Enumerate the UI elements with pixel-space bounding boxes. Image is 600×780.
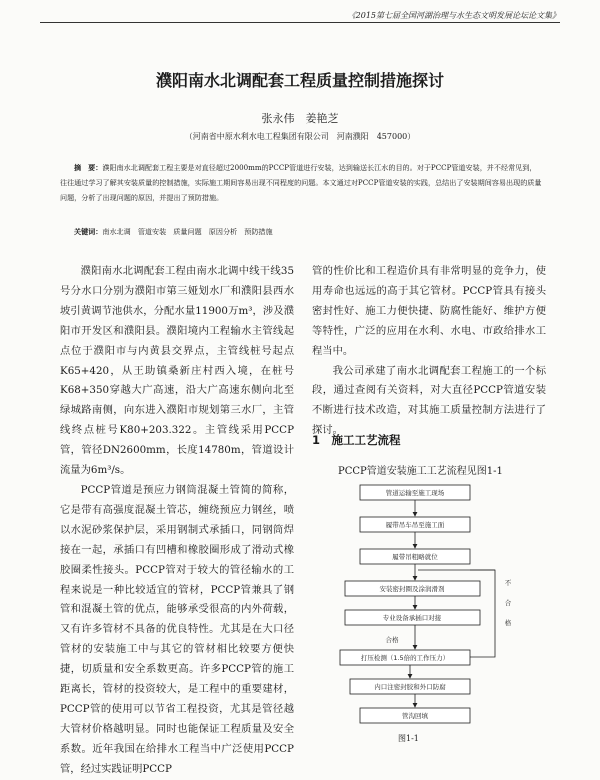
figure-caption: 图1-1 [398, 734, 419, 743]
keywords-label: 关键词： [74, 227, 103, 236]
paper-title: 濮阳南水北调配套工程质量控制措施探讨 [155, 71, 444, 90]
figure-intro: PCCP管道安装施工工艺流程见图1-1 [338, 466, 503, 477]
keywords [74, 227, 542, 237]
fail-label: 不 [504, 579, 512, 587]
flow-step-6 [340, 650, 470, 665]
flow-step-5 [345, 610, 480, 625]
flow-step-4 [345, 581, 480, 596]
svg-text:专业设备承插口对接: 专业设备承插口对接 [382, 614, 442, 622]
svg-text:打压检测（1.5倍的工作压力）: 打压检测（1.5倍的工作压力） [360, 654, 450, 662]
flow-step-3 [360, 549, 470, 564]
body-paragraph: 我公司承建了南水北调配套工程施工的一个标段，通过查阅有关资料，对大直径PCCP管道安装不断进行技术改造，对其施工质量控制方法进行了探讨。 [312, 364, 546, 437]
svg-text:合: 合 [504, 599, 512, 607]
keywords-text: 南水北调 管道安装 质量问题 原因分析 预防措施 [102, 227, 273, 236]
right-column [312, 262, 546, 441]
body-paragraph: 管的性价比和工程造价具有非常明显的竞争力，使用寿命也远远的高于其它管材。PCCP管具有接头密封性好、施工力便快捷、防腐性能好、维护方便等特性，广泛的应用在水利、水电、市政给排水工程当中。 [312, 265, 546, 357]
abstract [60, 160, 542, 205]
body-paragraph: 濮阳南水北调配套工程由南水北调中线干线35号分水口分别为濮阳市第三娅划水厂和濮阳县西水坡引黄调节池供水，分配水量11900万m³，涉及濮阳市开发区和濮阳县。濮阳境内工程输水主管线起点位于濮阳市与内黄县交界点，主管线桩号起点K65+420，从王助镇桑新庄村西入境，在桩号K68+350穿越大广高速，沿大广高速东侧向北至绿城路南侧，向东进入濮阳市规划第三水厂，主管线终点桩号K80+203.322。主管线采用PCCP管，管径DN2600mm，长度14780m，管道设计流量为6m³/s。 [60, 265, 294, 477]
svg-text:管道运输至施工现场: 管道运输至施工现场 [385, 489, 445, 497]
flow-step-7 [350, 679, 470, 694]
header-rule [40, 22, 560, 23]
svg-text:履带吊粗略就位: 履带吊粗略就位 [392, 553, 438, 561]
flow-step-2 [360, 517, 470, 532]
svg-text:安装密封圈及涂润滑剂: 安装密封圈及涂润滑剂 [379, 585, 445, 593]
svg-text:管沟回填: 管沟回填 [402, 712, 428, 720]
left-column [60, 262, 294, 780]
authors: 张永伟 姜艳芝 [261, 112, 339, 125]
body-paragraph: PCCP管道是预应力钢筒混凝土管简的简称，它是带有高强度混凝土管芯，缠绕预应力钢丝，喷以水泥砂浆保护层，采用钢制式承插口，同钢筒焊接在一起，承插口有凹槽和橡胶圈形成了滑动式橡胶圈柔性接头。PCCP管对于较大的管径输水的工程来说是一种比较适宜的管材，PCCP管兼具了钢管和混凝土管的优点，能够承受很高的内外荷载，又有许多管材不具备的优良特性。尤其是在大口径管材的安装施工中与其它的管材相比较要方便快捷，切质量和安全系数更高。许多PCCP管的施工距离长，管材的投资较大，是工程中的重要建材，PCCP管的使用可以节省工程投资，尤其是管径越大管材价格越明显。同时也能保证工程质量及安全系数。近年我国在给排水工程当中广泛使用PCCP管，经过实践证明PCCP [60, 483, 294, 775]
section-heading: 1 施工工艺流程 [312, 433, 401, 447]
svg-text:履带吊车吊至施工面: 履带吊车吊至施工面 [385, 521, 445, 529]
process-flowchart [330, 480, 540, 730]
flow-step-1 [360, 485, 470, 500]
svg-text:内口注密封胶和外口防腐: 内口注密封胶和外口防腐 [374, 683, 446, 691]
svg-text:格: 格 [504, 619, 512, 627]
affiliation: （河南省中原水利水电工程集团有限公司 河南濮阳 457000） [184, 132, 416, 141]
flow-step-8 [360, 708, 470, 723]
abstract-label: 摘 要： [74, 163, 103, 172]
abstract-text: 濮阳南水北调配套工程主要是对直径超过2000mm的PCCP管道进行安装，达到输送长江水的目的。对于PCCP管道安装，并不经常见到，往往通过学习了解其安装质量的控制措施，实际施工期间容易出现不同程度的问题。本文通过对PCCP管道安装的实践，总结出了安装期间容易出现的质量问题，分析了出现问题的原因，并提出了预防措施。 [60, 163, 542, 202]
pass-label: 合格 [385, 636, 399, 644]
running-header: 《2015第七届全国河湖治理与水生态文明发展论坛论文集》 [347, 11, 560, 20]
